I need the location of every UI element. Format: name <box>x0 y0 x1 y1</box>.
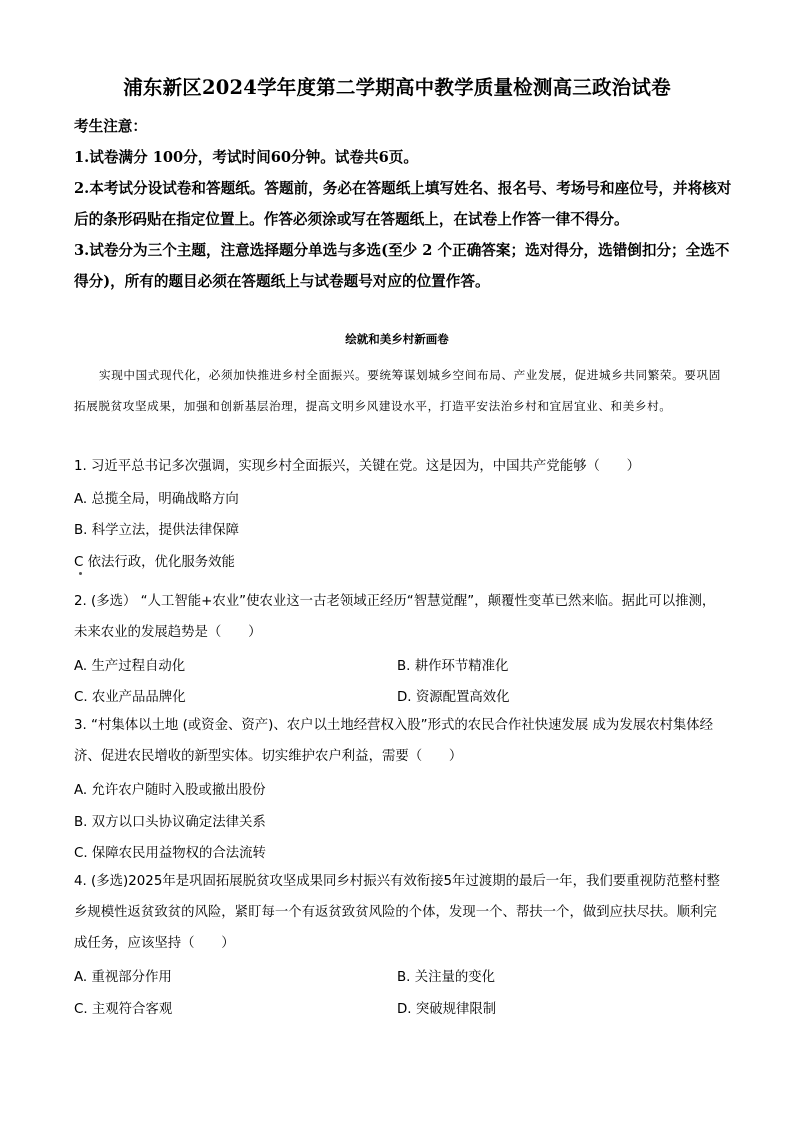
page-title: 浦东新区2024学年度第二学期高中教学质量检测高三政治试卷 <box>123 76 671 99</box>
question-4-option-c: C. 主观符合客观 <box>74 1002 173 1017</box>
scan-dot <box>79 572 82 575</box>
question-2-option-a: A. 生产过程自动化 <box>74 659 186 674</box>
question-1-stem: 1. 习近平总书记多次强调，实现乡村全面振兴，关键在党。这是因为，中国共产党能够（ ） <box>74 459 641 474</box>
question-3-option-b: B. 双方以口头协议确定法律关系 <box>74 815 266 830</box>
question-2-option-c: C. 农业产品品牌化 <box>74 690 186 705</box>
notice-heading: 考生注意： <box>74 118 147 135</box>
question-3-option-c: C. 保障农民用益物权的合法流转 <box>74 846 266 861</box>
question-1-option-a: A. 总揽全局，明确战略方向 <box>74 492 239 507</box>
notice-item-2: 2.本考试分设试卷和答题纸。答题前，务必在答题纸上填写姓名、报名号、考场号和座位号，并将核对后的条形码贴在指定位置上。作答必须涂或写在答题纸上，在试卷上作答一律不得分。 <box>74 180 732 228</box>
theme-intro: 实现中国式现代化，必须加快推进乡村全面振兴。要统筹谋划城乡空间布局、产业发展，促进城乡共同繁荣。要巩固拓展脱贫攻坚成果，加强和创新基层治理，提高文明乡风建设水平，打造平安法治乡村和宜居宜业、和美乡村。 <box>74 368 721 413</box>
question-3-stem: 3. “村集体以土地 (或资金、资产)、农户以土地经营权入股”形式的农民合作社快速发展 成为发展农村集体经济、促进农民增收的新型实体。切实维护农户利益，需要（ ） <box>74 718 714 765</box>
question-4-stem: 4. (多选)2025年是巩固拓展脱贫攻坚成果同乡村振兴有效衔接5年过渡期的最后一年，我们要重视防范整村整乡规模性返贫致贫的风险，紧盯每一个有返贫致贫风险的个体，发现一个、帮扶一个，做到应扶尽扶。顺利完成任务，应该坚持（ ） <box>74 874 720 952</box>
question-2-option-d: D. 资源配置高效化 <box>397 690 510 705</box>
question-2-stem: 2. (多选） “人工智能+农业”使农业这一古老领域正经历“智慧觉醒”，颠覆性变革已然来临。据此可以推测，未来农业的发展趋势是（ ） <box>74 594 716 641</box>
question-2-option-b: B. 耕作环节精准化 <box>397 659 509 674</box>
notice-section <box>74 111 734 297</box>
question-4-option-d: D. 突破规律限制 <box>397 1002 497 1017</box>
question-1-option-c: C 依法行政，优化服务效能 <box>74 555 235 570</box>
notice-item-3: 3.试卷分为三个主题，注意选择题分单选与多选(至少 2 个正确答案；选对得分，选错倒扣分；全选不得分)，所有的题目必须在答题纸上与试卷题号对应的位置作答。 <box>74 242 730 290</box>
notice-item-1: 1.试卷满分 100分，考试时间60分钟。试卷共6页。 <box>74 149 418 166</box>
question-4-option-a: A. 重视部分作用 <box>74 970 172 985</box>
question-1-option-b: B. 科学立法，提供法律保障 <box>74 523 239 538</box>
question-4-option-b: B. 关注量的变化 <box>397 970 496 985</box>
question-3-option-a: A. 允许农户随时入股或撤出股份 <box>74 783 266 798</box>
theme-title: 绘就和美乡村新画卷 <box>345 332 449 346</box>
